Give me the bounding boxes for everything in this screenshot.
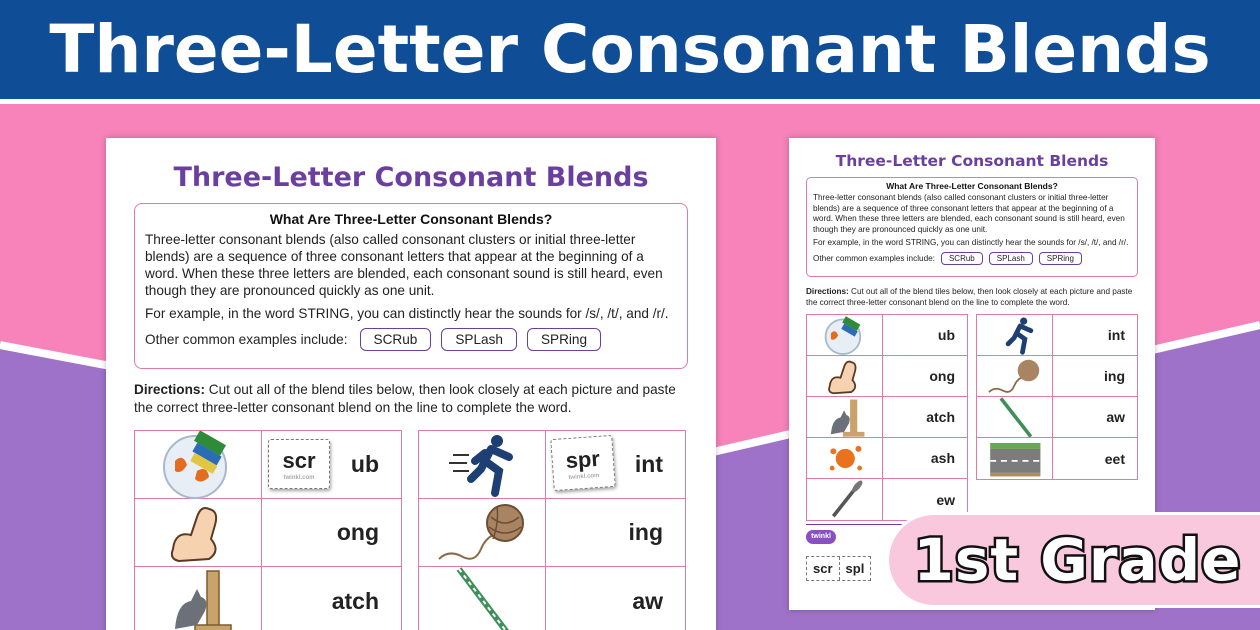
picture-cell bbox=[807, 438, 883, 478]
directions-label: Directions: bbox=[134, 382, 206, 397]
picture-cell bbox=[419, 499, 546, 566]
running-man-icon bbox=[419, 431, 546, 499]
directions-text: Cut out all of the blend tiles below, then look closely at each picture and paste the correct three-letter consonant blend on the line to complete the word. bbox=[806, 287, 1133, 307]
paint-splash-icon bbox=[807, 438, 883, 479]
word-ending: ub bbox=[350, 451, 379, 477]
word-ending: int bbox=[1107, 327, 1125, 343]
word-ending-cell bbox=[262, 431, 401, 498]
tile-watermark: twinkl.com bbox=[283, 474, 315, 481]
straw-icon bbox=[977, 397, 1053, 438]
word-ending-cell bbox=[883, 438, 967, 478]
blend-table-left bbox=[806, 314, 968, 521]
table-row bbox=[807, 315, 967, 356]
examples-label: Other common examples include: bbox=[813, 253, 935, 263]
grade-badge bbox=[886, 512, 1260, 608]
cat-scratching-post-icon bbox=[135, 567, 262, 630]
examples-row bbox=[145, 328, 677, 351]
word-ending-cell bbox=[262, 567, 401, 630]
table-row bbox=[419, 567, 685, 630]
example-pill: SPLash bbox=[989, 252, 1033, 265]
word-ending: aw bbox=[1106, 409, 1125, 425]
directions bbox=[134, 381, 688, 417]
twinkl-logo: twinkl bbox=[806, 530, 836, 544]
word-ending: atch bbox=[331, 587, 379, 614]
word-ending: int bbox=[634, 451, 663, 477]
example-pill: SPRing bbox=[1039, 252, 1082, 265]
table-row bbox=[135, 431, 401, 499]
word-ending-cell bbox=[1053, 315, 1137, 355]
blend-table-left bbox=[134, 430, 402, 630]
directions bbox=[806, 286, 1138, 308]
word-ending: atch bbox=[926, 409, 955, 425]
street-icon bbox=[977, 438, 1053, 479]
word-ending-cell bbox=[1053, 356, 1137, 396]
example-pill: SCRub bbox=[941, 252, 983, 265]
example-sentence: For example, in the word STRING, you can distinctly hear the sounds for /s/, /t/, and /r/. bbox=[813, 238, 1129, 247]
word-ending-cell bbox=[1053, 438, 1137, 479]
flexed-arm-icon bbox=[807, 356, 883, 397]
title-banner bbox=[0, 0, 1260, 104]
word-ending: ong bbox=[929, 368, 955, 384]
word-ending: ing bbox=[1104, 368, 1125, 384]
tile-watermark: twinkl.com bbox=[568, 472, 600, 481]
picture-cell bbox=[807, 315, 883, 355]
info-box-heading: What Are Three-Letter Consonant Blends? bbox=[886, 181, 1058, 191]
table-row bbox=[419, 431, 685, 499]
word-ending-cell bbox=[546, 567, 685, 630]
example-pill: SCRub bbox=[360, 328, 432, 351]
directions-text: Cut out all of the blend tiles below, then look closely at each picture and paste the correct three-letter consonant blend on the line to complete the word. bbox=[134, 382, 676, 415]
yarn-ball-icon bbox=[419, 499, 546, 567]
picture-cell bbox=[135, 499, 262, 566]
word-ending-cell bbox=[1053, 397, 1137, 437]
info-paragraph: Three-letter consonant blends (also called consonant clusters or initial three-letter blends) are a sequence of three consonant letters that appear at the beginning of a word. When these three letters are blended, each consonant sound is still heard, even though they are pronounced quickly as one unit. bbox=[813, 193, 1125, 234]
table-row bbox=[807, 356, 967, 397]
word-ending: ash bbox=[930, 450, 955, 466]
blend-tile[interactable] bbox=[550, 435, 615, 491]
word-ending: ong bbox=[336, 519, 379, 545]
table-row bbox=[977, 315, 1137, 356]
flexed-arm-icon bbox=[135, 499, 262, 567]
table-row bbox=[807, 397, 967, 438]
info-box bbox=[806, 177, 1138, 277]
table-row bbox=[135, 499, 401, 567]
blend-tile-text: scr bbox=[282, 447, 316, 473]
table-row bbox=[807, 438, 967, 479]
info-paragraph: Three-letter consonant blends (also called consonant clusters or initial three-letter blends) are a sequence of three consonant letters that appear at the beginning of a word. When these three letters are blended, each consonant sound is still heard, even though they are pronounced quickly as one unit. bbox=[145, 232, 663, 298]
word-ending: eet bbox=[1104, 450, 1125, 467]
word-ending-cell bbox=[883, 356, 967, 396]
word-ending: ub bbox=[937, 327, 955, 343]
example-sentence: For example, in the word STRING, you can distinctly hear the sounds for /s/, /t/, and /r/. bbox=[145, 306, 669, 321]
word-ending-cell bbox=[883, 397, 967, 437]
example-pill: SPRing bbox=[527, 328, 601, 351]
info-box bbox=[134, 203, 688, 369]
picture-cell bbox=[135, 567, 262, 630]
examples-row bbox=[813, 252, 1131, 265]
picture-cell bbox=[977, 356, 1053, 396]
word-ending: ew bbox=[936, 491, 955, 508]
table-row bbox=[135, 567, 401, 630]
table-row bbox=[977, 438, 1137, 479]
table-row bbox=[977, 397, 1137, 438]
worksheet-preview-large bbox=[106, 138, 716, 630]
example-pill: SPLash bbox=[441, 328, 517, 351]
straw-icon bbox=[419, 567, 546, 630]
word-ending: aw bbox=[632, 587, 663, 614]
blend-tile-text: spr bbox=[564, 445, 601, 473]
examples-label: Other common examples include: bbox=[145, 332, 348, 347]
word-ending-cell bbox=[546, 431, 685, 498]
directions-label: Directions: bbox=[806, 287, 849, 296]
running-man-icon bbox=[977, 315, 1053, 356]
worksheet-title: Three-Letter Consonant Blends bbox=[835, 152, 1109, 170]
cut-out-tiles bbox=[806, 556, 871, 581]
worksheet-title: Three-Letter Consonant Blends bbox=[173, 162, 649, 193]
picture-cell bbox=[807, 397, 883, 437]
picture-cell bbox=[419, 567, 546, 630]
cut-tile[interactable]: spl bbox=[845, 561, 865, 576]
info-box-heading: What Are Three-Letter Consonant Blends? bbox=[269, 211, 553, 227]
banner-title: Three-Letter Consonant Blends bbox=[49, 11, 1211, 88]
picture-cell bbox=[977, 315, 1053, 355]
picture-cell bbox=[135, 431, 262, 498]
table-row bbox=[977, 356, 1137, 397]
table-row bbox=[419, 499, 685, 567]
word-ending: ing bbox=[628, 519, 663, 545]
picture-cell bbox=[977, 438, 1053, 479]
picture-cell bbox=[807, 356, 883, 396]
blend-tile[interactable] bbox=[268, 439, 330, 489]
picture-cell bbox=[807, 479, 883, 520]
blend-table-right bbox=[418, 430, 686, 630]
word-ending-cell bbox=[262, 499, 401, 566]
grade-label: 1st Grade bbox=[913, 526, 1242, 594]
word-ending-cell bbox=[546, 499, 685, 566]
picture-cell bbox=[977, 397, 1053, 437]
cut-tile[interactable]: scr bbox=[807, 557, 840, 580]
globe-books-icon bbox=[135, 431, 262, 499]
cat-scratching-post-icon bbox=[807, 397, 883, 438]
picture-cell bbox=[419, 431, 546, 498]
screw-icon bbox=[807, 479, 883, 520]
blend-table-right bbox=[976, 314, 1138, 480]
word-ending-cell bbox=[883, 315, 967, 355]
yarn-ball-icon bbox=[977, 356, 1053, 397]
globe-books-icon bbox=[807, 315, 883, 356]
